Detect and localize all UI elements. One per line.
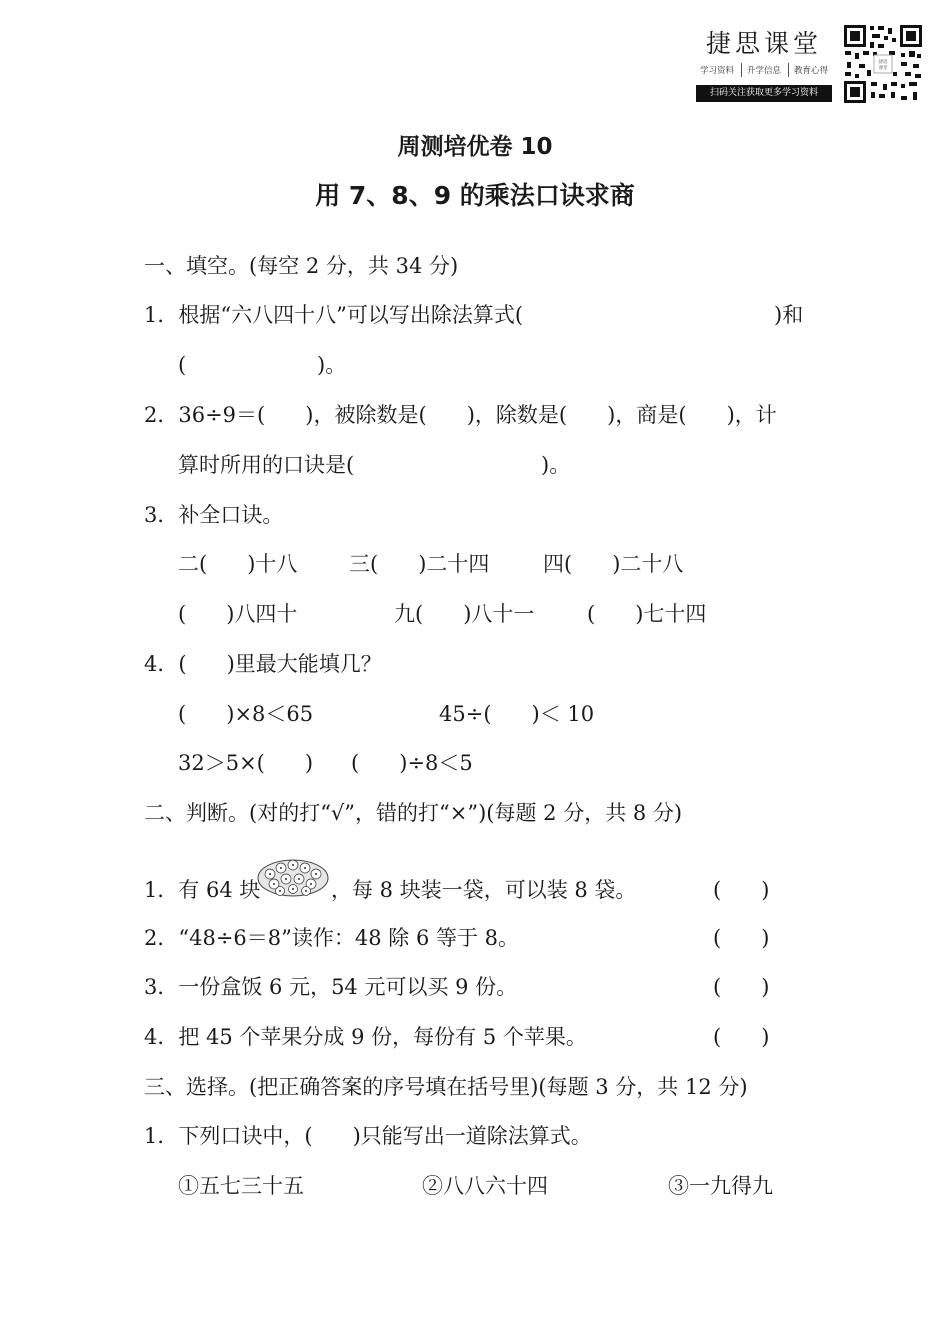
- brand-tag-1: 学习资料: [700, 66, 735, 76]
- question-1-1b-end: )。: [317, 353, 347, 377]
- mnemonic-item: 九( )八十一: [394, 602, 535, 626]
- judge-question-2: 2．“48÷6＝8”读作：48 除 6 等于 8。: [144, 926, 520, 950]
- inequality-item: 45÷( )＜ 10: [439, 702, 595, 726]
- inequality-item: ( )×8＜65: [178, 702, 314, 726]
- section3-heading: 三、选择。(把正确答案的序号填在括号里)(每题 3 分，共 12 分): [144, 1075, 748, 1099]
- question-1-3: 3．补全口诀。: [144, 503, 284, 527]
- question-1-2b: 算时所用的口诀是(: [178, 453, 355, 477]
- mnemonic-item: ( )七十四: [587, 602, 707, 626]
- inequality-item: ( )÷8＜5: [351, 751, 473, 775]
- brand-tag-2: 升学信息: [747, 66, 782, 76]
- judge-answer-blank[interactable]: ( ): [713, 1025, 770, 1049]
- brand-divider: [741, 63, 742, 77]
- question-1-1: 1．根据“六八四十八”可以写出除法算式(: [144, 303, 524, 327]
- svg-text:课堂: 课堂: [878, 66, 888, 71]
- question-1-1-end: )和: [774, 303, 804, 327]
- brand-banner: 扫码关注获取更多学习资料: [696, 85, 832, 102]
- judge-question-1: 1．有 64 块: [144, 878, 261, 902]
- brand-tag-3: 教育心得: [794, 66, 829, 76]
- section1-heading: 一、填空。(每空 2 分，共 34 分): [144, 254, 459, 278]
- section2-heading: 二、判断。(对的打“√”，错的打“×”)(每题 2 分，共 8 分): [144, 801, 683, 825]
- mnemonic-item: 二( )十八: [178, 552, 298, 576]
- mnemonic-item: 三( )二十四: [349, 552, 490, 576]
- choice-question-1: 1．下列口诀中，( )只能写出一道除法算式。: [144, 1124, 592, 1148]
- choice-option[interactable]: ①五七三十五: [178, 1174, 304, 1198]
- question-1-1b: (: [178, 353, 187, 377]
- choice-option[interactable]: ②八八六十四: [422, 1174, 548, 1198]
- choice-option[interactable]: ③一九得九: [668, 1174, 773, 1198]
- cookies-icon: [256, 854, 330, 898]
- judge-answer-blank[interactable]: ( ): [713, 975, 770, 999]
- judge-question-1-end: ，每 8 块装一袋，可以装 8 袋。: [331, 878, 637, 902]
- judge-answer-blank[interactable]: ( ): [713, 878, 770, 902]
- inequality-item: 32＞5×( ): [178, 751, 314, 775]
- question-1-4: 4．( )里最大能填几？: [144, 652, 382, 676]
- page-title: 周测培优卷 10: [397, 134, 553, 160]
- brand-divider: [788, 63, 789, 77]
- question-1-2: 2．36÷9＝( )，被除数是( )，除数是( )，商是( )，计: [144, 403, 777, 427]
- page-subtitle: 用 7、8、9 的乘法口诀求商: [315, 181, 635, 210]
- brand-logo-text: 捷思课堂: [706, 29, 823, 58]
- judge-question-3: 3．一份盒饭 6 元，54 元可以买 9 份。: [144, 975, 518, 999]
- svg-text:捷思: 捷思: [878, 60, 888, 65]
- mnemonic-item: ( )八四十: [178, 602, 298, 626]
- mnemonic-item: 四( )二十八: [543, 552, 684, 576]
- question-1-2b-end: )。: [541, 453, 571, 477]
- judge-question-4: 4．把 45 个苹果分成 9 份，每份有 5 个苹果。: [144, 1025, 587, 1049]
- qr-code-icon: [843, 24, 923, 104]
- judge-answer-blank[interactable]: ( ): [713, 926, 770, 950]
